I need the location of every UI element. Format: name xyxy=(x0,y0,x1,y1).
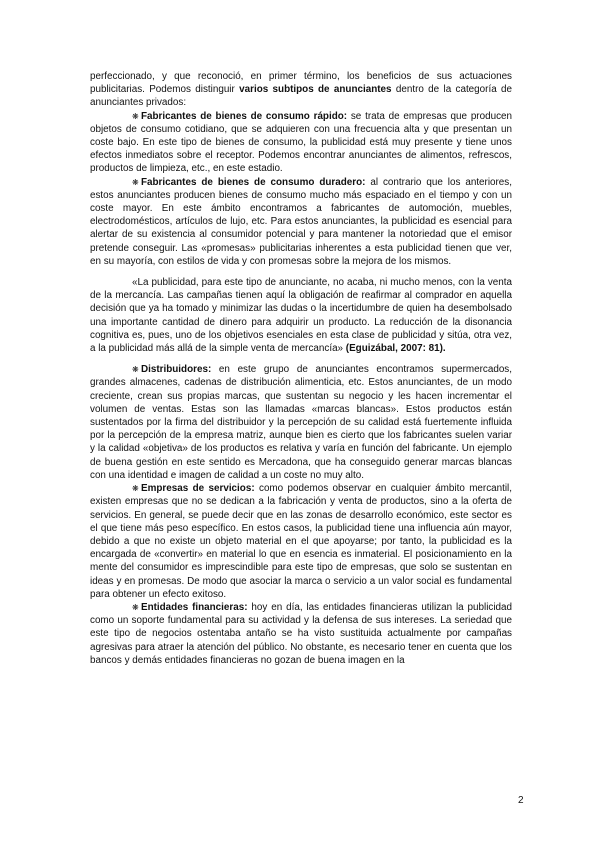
bullet-icon: ❋ xyxy=(132,177,139,187)
bullet-text: al contrario que los anteriores, estos anunciantes producen bienes de consumo mucho más espaciado en el tiempo y con un coste mayor. En este ámbito encontramos a fabricantes de automoción, muebles, electrodomésticos, artículos de lujo, etc. Para estos anunciantes, la publicidad es esencial para alertar de su existencia al consumidor potencial y para mantener la notoriedad que el emisor pretende conseguir. Las «promesas» publicitarias inherentes a esta publicidad tienen que ver, en su mayoría, con estilos de vida y con promesas sobre la mejora de los mismos. xyxy=(90,176,512,267)
document-page xyxy=(90,70,512,667)
bullet-icon: ❋ xyxy=(132,602,139,612)
intro-text: perfeccionado, y que reconoció, en primer término, los beneficios de sus actuaciones publicitarias. Podemos distinguir xyxy=(90,71,512,96)
intro-after: dentro de la categoría de anunciantes privados: xyxy=(90,84,513,109)
bullet-consumo-rapido xyxy=(90,110,512,176)
intro-bold: varios subtipos de anunciantes xyxy=(239,84,392,96)
bullet-title: Distribuidores: xyxy=(141,364,212,376)
bullet-text: en este grupo de anunciantes encontramos supermercados, grandes almacenes, cadenas de distribución alimenticia, etc. Estos anunciantes, de un modo creciente, crean sus propias marcas, que sustentan su negocio y les hacen incrementar el volumen de ventas. Estas son las llamadas «marcas blancas». Estos productos están sustentados por la firma del distribuidor y la percepción de su calidad está fuertemente influida por la percepción de la empresa matriz, aunque bien es cierto que los fabricantes suelen variar y la calidad «objetiva» de los productos es relativa y varía en función del fabricante. Un ejemplo de buena gestión en este sentido es Mercadona, que ha conseguido generar marcas blancas con una identidad e imagen de calidad a un coste no muy alto. xyxy=(90,364,512,481)
bullet-entidades-financieras xyxy=(90,601,512,667)
bullet-text: como podemos observar en cualquier ámbito mercantil, existen empresas que no se dedican a la fabricación y venta de productos, sino a la oferta de servicios. En general, se puede decir que en las zonas de desarrollo económico, este sector es el que tiene más peso específico. En estos casos, la publicidad tiene una influencia aún mayor, debido a que no existe un objeto material en el que apoyarse; por tanto, la publicidad es la encargada de «convertir» en material lo que en esencia es inmaterial. El posicionamiento en la mente del consumidor es imprescindible para este tipo de empresas, que solo se sustentan en ideas y en promesas. De modo que asociar la marca o servicio a un valor social es fundamental para obtener un efecto exitoso. xyxy=(90,483,512,600)
bullet-title: Empresas de servicios: xyxy=(141,483,255,495)
bullet-icon: ❋ xyxy=(132,365,139,375)
bullet-text: se trata de empresas que producen objetos de consumo cotidiano, que se adquieren con una frecuencia alta y que presentan un coste bajo. En este tipo de bienes de consumo, la publicidad está muy presente y tiene unos efectos inmediatos sobre el receptor. Podemos encontrar anunciantes de alimentos, refrescos, productos de limpieza, etc., en este estadio. xyxy=(90,110,512,175)
intro-paragraph xyxy=(90,70,512,110)
block-quote xyxy=(90,276,512,355)
bullet-consumo-duradero xyxy=(90,176,512,268)
quote-text: «La publicidad, para este tipo de anunciante, no acaba, ni mucho menos, con la venta de la mercancía. Las campañas tienen aquí la obligación de reafirmar al comprador en aquella decisión que ya ha tomado y minimizar las dudas o la incertidumbre de quien ha desembolsado una importante cantidad de dinero para adquirir un producto. La reducción de la disonancia cognitiva es, pues, uno de los objetivos esenciales en esta clase de publicidad y sitúa, otra vez, a la publicidad más allá de la simple venta de mercancía» xyxy=(90,277,512,355)
quote-citation: (Eguizábal, 2007: 81). xyxy=(345,343,446,355)
page-number: 2 xyxy=(518,795,524,806)
bullet-icon: ❋ xyxy=(132,484,139,494)
bullet-text: hoy en día, las entidades financieras utilizan la publicidad como un soporte fundamental para su actividad y la defensa de sus intereses. La seriedad que este tipo de negocios ostentaba antaño se ha visto sustituida actualmente por campañas agresivas para atraer la atención del público. No obstante, es necesario tener en cuenta que los bancos y demás entidades financieras no gozan de buena imagen en la xyxy=(90,601,512,666)
bullet-distribuidores xyxy=(90,363,512,482)
bullet-title: Fabricantes de bienes de consumo duradero: xyxy=(141,176,366,188)
bullet-title: Entidades financieras: xyxy=(141,601,248,613)
bullet-empresas-servicios xyxy=(90,482,512,601)
bullet-title: Fabricantes de bienes de consumo rápido: xyxy=(141,110,348,122)
bullet-icon: ❋ xyxy=(132,111,139,121)
